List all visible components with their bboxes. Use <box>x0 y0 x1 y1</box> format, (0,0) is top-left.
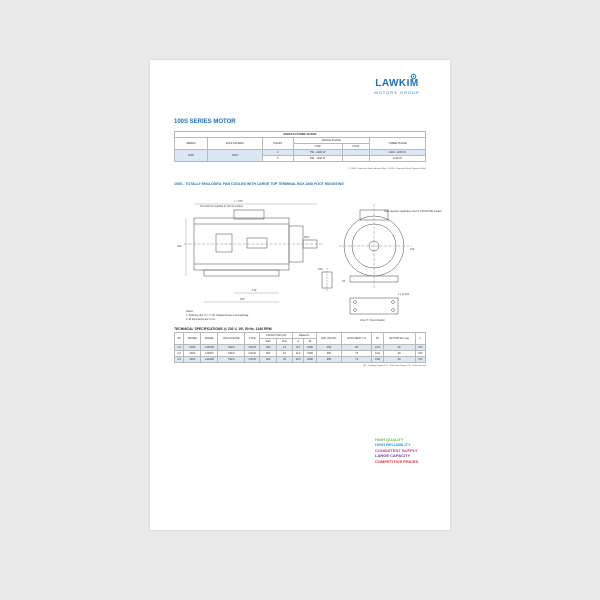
end-view <box>339 204 412 314</box>
tag-high-quality: HIGH QUALITY <box>375 437 404 442</box>
lawkim-logo <box>367 78 427 95</box>
cell: 11.6 <box>292 351 303 357</box>
cell: 200 <box>260 345 277 351</box>
technical-specifications-table <box>174 332 426 363</box>
motor-dimension-drawing <box>174 190 442 325</box>
dim-foot-length: 160 <box>240 298 245 301</box>
cell: 100S <box>184 351 201 357</box>
logo-word: LAWKIM <box>375 78 419 89</box>
cell: 30 <box>383 357 415 363</box>
col-cscr: CSCR <box>342 144 369 150</box>
cell: 2600 <box>304 357 316 363</box>
manufacturing-range-table <box>174 131 426 162</box>
col-rated-fl: Rated FL <box>292 333 316 339</box>
cell: L4220B <box>201 357 218 363</box>
cell: 76 <box>342 351 372 357</box>
cell: TEFC <box>218 351 245 357</box>
cell: 28 <box>383 351 415 357</box>
cell: 12 <box>277 345 293 351</box>
cell: 1.5 <box>175 345 184 351</box>
foot-detail-view <box>350 298 398 314</box>
cell: 0.96 <box>372 357 383 363</box>
col-run: Run <box>277 339 293 345</box>
col-model: MODEL <box>201 333 218 345</box>
cell: 250 <box>260 351 277 357</box>
cell: CSCR <box>245 357 260 363</box>
cell: 3.0 <box>175 357 184 363</box>
col-eff-csc: EFF (%)CSC <box>316 333 342 345</box>
cell: 100S <box>184 345 201 351</box>
col-csir: CSIR <box>293 144 342 150</box>
col-enclosure: ENCLOSURE <box>218 333 245 345</box>
datasheet-page <box>150 60 450 530</box>
technical-title: TECHNICAL SPECIFICATIONS @ 230 V, 1Φ, 50 Hz, 1440 RPM <box>174 327 272 331</box>
note-2: 2. All dimensions are in mm <box>186 318 216 321</box>
tag-consistent-supply: CONSISTENT SUPPLY <box>375 447 418 453</box>
cell-poles: 6 <box>262 156 293 162</box>
cell: L4150C <box>201 351 218 357</box>
tag-large-capacity: LARGE CAPACITY <box>375 453 411 459</box>
quality-tag-list <box>375 437 418 464</box>
tag-high-reliability: HIGH RELIABILITY <box>375 442 411 448</box>
cell: TEFC <box>218 345 245 351</box>
col-length: L <box>415 333 425 345</box>
col-enclosures: ENCLOSURES <box>207 138 262 150</box>
col-hp: HP <box>175 333 184 345</box>
cell: 300 <box>260 357 277 363</box>
dim-shaft-length: 100 <box>318 268 323 271</box>
end-shield-outline <box>289 226 303 262</box>
cell-csir: 550 - 1100 W <box>293 156 342 162</box>
cell: 250 <box>316 357 342 363</box>
side-view <box>184 204 324 302</box>
cell: 80 <box>342 345 372 351</box>
label-terminal-box: Terminal box supplied for 4th via conduit <box>200 205 243 208</box>
dim-hole-dia: 4 x 12 DIA <box>398 293 410 296</box>
col-pf: PF <box>372 333 383 345</box>
notes-heading: Notes: <box>186 310 194 313</box>
table-caption: MANUFACTURING RANGE <box>175 132 426 138</box>
cell: 2.0 <box>175 351 184 357</box>
col-frame: FRAME <box>184 333 201 345</box>
dim-foot-span: 140 <box>252 289 257 292</box>
cell-enclosures: TEFC <box>207 150 262 162</box>
col-watts: W <box>304 339 316 345</box>
cell-csir: 750 - 2200 W <box>293 150 342 156</box>
manufacturing-footnote: (CSIR - Capacitor Start Induction Run / CSCR - Capacitor Start Capacitor Run) <box>349 168 426 170</box>
col-single-phase: SINGLE PHASE <box>293 138 369 144</box>
cell: 250 <box>316 351 342 357</box>
gear-icon <box>410 73 417 80</box>
cell: 15.6 <box>292 357 303 363</box>
cell-three-phase: 1100 - 2200 W <box>369 150 425 156</box>
cell-poles: 4 <box>262 150 293 156</box>
cell-cscr <box>342 156 369 162</box>
dim-height: 233 <box>177 245 182 248</box>
tag-competitive-prices: COMPETITIVE PRICES <box>375 458 419 464</box>
table-row <box>175 357 426 363</box>
cell: 30 <box>277 357 293 363</box>
cell: 8.6 <box>292 345 303 351</box>
dim-centre-height: 160 <box>410 248 415 251</box>
col-three-phase: THREE PHASE <box>369 138 425 150</box>
label-capacitor: Start capacitor applicable only for CSCR/CSIR models <box>384 210 442 213</box>
logo-subtitle: MOTORS GROUP <box>374 90 420 95</box>
cell: TEFC <box>218 357 245 363</box>
col-capacitor: CAPACITOR (µF) <box>260 333 293 339</box>
col-weight: MOTOR Wt in kg <box>383 333 415 345</box>
cell-three-phase: 1100 W <box>369 156 425 162</box>
terminal-box-outline <box>234 210 264 219</box>
label-foot-view: View 'X' (Foot details) <box>360 319 385 322</box>
col-poles: POLES <box>262 138 293 150</box>
cell: 373 <box>415 351 425 357</box>
cell: 16 <box>277 351 293 357</box>
dim-length: L = 373 <box>234 200 243 203</box>
section-title: 100S - TOTALLY ENCLOSED, FAN COOLED WITH LARGE TOP TERMINAL BOX AND FOOT MOUNTING <box>174 182 344 186</box>
series-title: 100S SERIES MOTOR <box>174 119 236 125</box>
cell: 1500 <box>304 345 316 351</box>
cell-series: 100S <box>175 150 208 162</box>
cell: 0.91 <box>372 345 383 351</box>
cell: 1960 <box>304 351 316 357</box>
cell: 373 <box>415 345 425 351</box>
note-1: 1. Shaft key dim. 8 x 7 x 40. Supplied loose in terminal bag. <box>186 314 249 317</box>
cell: 0.91 <box>372 351 383 357</box>
dim-foot-offset: 63 <box>342 280 345 283</box>
shaft-detail <box>322 268 332 292</box>
cell: 250 <box>316 345 342 351</box>
cell: 100S <box>184 357 201 363</box>
cell: 72 <box>342 357 372 363</box>
technical-footnote: (ST - Starting Torque, FLT - Full Load Torque, PF - Power Factor) <box>362 365 426 367</box>
col-start: Start <box>260 339 277 345</box>
col-type: TYPE <box>245 333 260 345</box>
col-efficiency: EFFICIENCY % <box>342 333 372 345</box>
dim-shaft: 28 j6 <box>304 236 310 239</box>
col-series: SERIES <box>175 138 208 150</box>
cell: 373 <box>415 357 425 363</box>
cell: CSCR <box>245 351 260 357</box>
cell: 26 <box>383 345 415 351</box>
cell: CSCR <box>245 345 260 351</box>
cell: L4110B <box>201 345 218 351</box>
foot-outline <box>204 270 279 276</box>
col-amps: A <box>292 339 303 345</box>
